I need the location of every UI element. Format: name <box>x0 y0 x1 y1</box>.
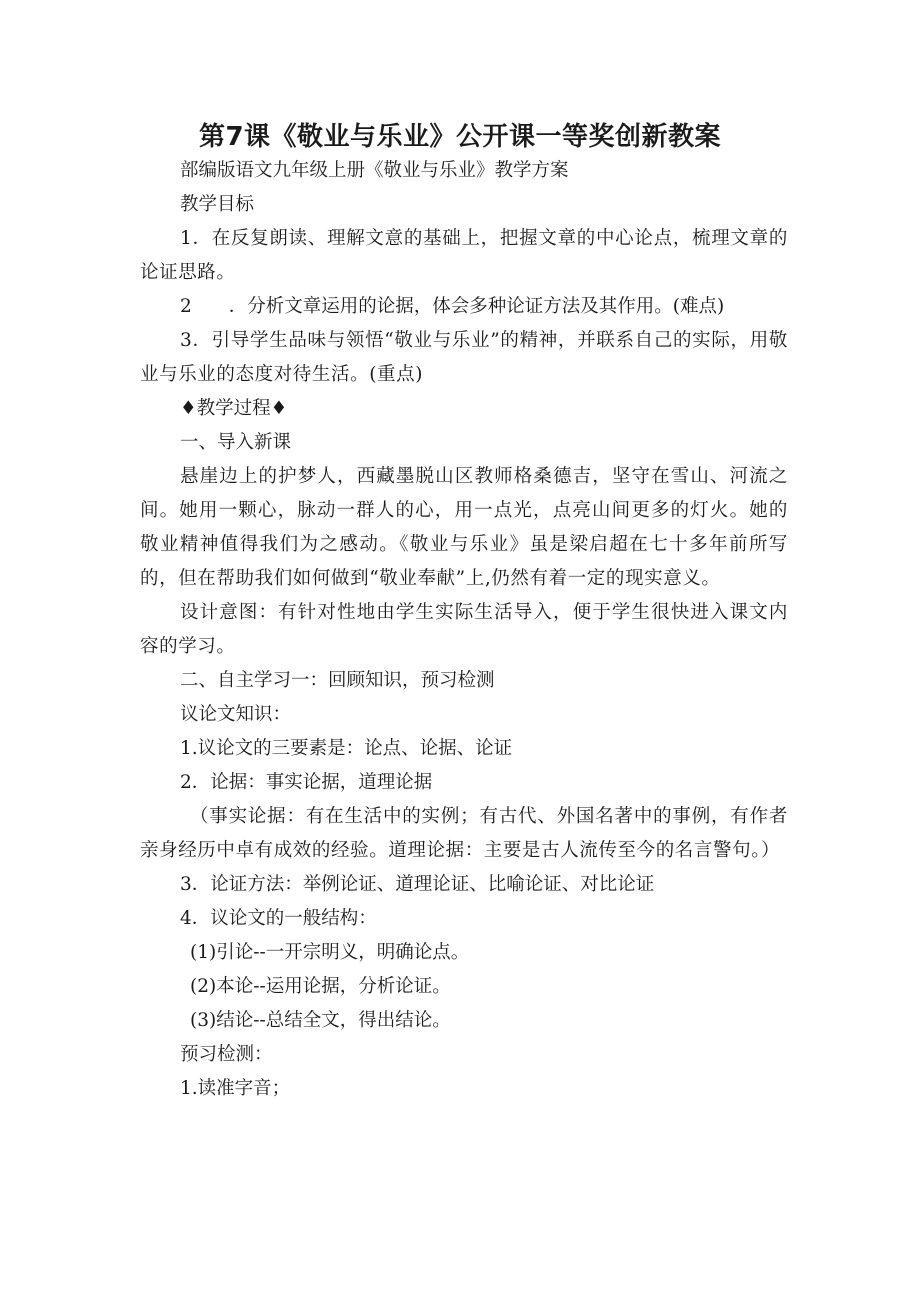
heading-introduction: 一、导入新课 <box>180 432 292 453</box>
objective-2: 2 ．分析文章运用的论据，体会多种论证方法及其作用。(难点) <box>180 296 725 317</box>
subtitle: 部编版语文九年级上册《敬业与乐业》教学方案 <box>180 160 569 181</box>
knowledge-item-2: 2．论据：事实论据，道理论据 <box>180 772 433 793</box>
argument-knowledge-label: 议论文知识： <box>180 704 292 725</box>
section-heading-objectives: 教学目标 <box>180 194 255 215</box>
knowledge-item-3: 3．论证方法：举例论证、道理论证、比喻论证、对比论证 <box>180 874 655 895</box>
structure-item-2: (2)本论--运用论据，分析论证。 <box>190 976 451 997</box>
knowledge-item-1: 1.议论文的三要素是：论点、论据、论证 <box>180 738 513 759</box>
objective-3: 3．引导学生品味与领悟“敬业与乐业”的精神，并联系自己的实际，用敬业与乐业的态度对待生活。(重点) <box>140 330 788 385</box>
preview-item-1: 1.读准字音； <box>180 1078 291 1099</box>
section-heading-process: ♦教学过程♦ <box>180 398 288 419</box>
objective-1: 1．在反复朗读、理解文意的基础上，把握文章的中心论点，梳理文章的论证思路。 <box>140 228 788 283</box>
design-intent: 设计意图：有针对性地由学生实际生活导入，便于学生很快进入课文内容的学习。 <box>140 602 788 657</box>
preview-check-label: 预习检测： <box>180 1044 273 1065</box>
evidence-explanation: （事实论据：有在生活中的实例；有古代、外国名著中的事例，有作者亲身经历中卓有成效的经验。道理论据：主要是古人流传至今的名言警句。） <box>140 806 788 861</box>
knowledge-item-4: 4．议论文的一般结构： <box>180 908 377 929</box>
heading-self-study: 二、自主学习一：回顾知识，预习检测 <box>180 670 495 691</box>
document-body <box>140 154 788 1106</box>
structure-item-3: (3)结论--总结全文，得出结论。 <box>190 1010 451 1031</box>
document-title: 第7课《敬业与乐业》公开课一等奖创新教案 <box>198 122 722 152</box>
introduction-paragraph: 悬崖边上的护梦人，西藏墨脱山区教师格桑德吉，坚守在雪山、河流之间。她用一颗心，脉动一群人的心，用一点光，点亮山间更多的灯火。她的敬业精神值得我们为之感动。《敬业与乐业》虽是梁启超在七十多年前所写的，但在帮助我们如何做到“敬业奉献”上,仍然有着一定的现实意义。 <box>140 466 788 589</box>
structure-item-1: (1)引论--一开宗明义，明确论点。 <box>190 942 470 963</box>
